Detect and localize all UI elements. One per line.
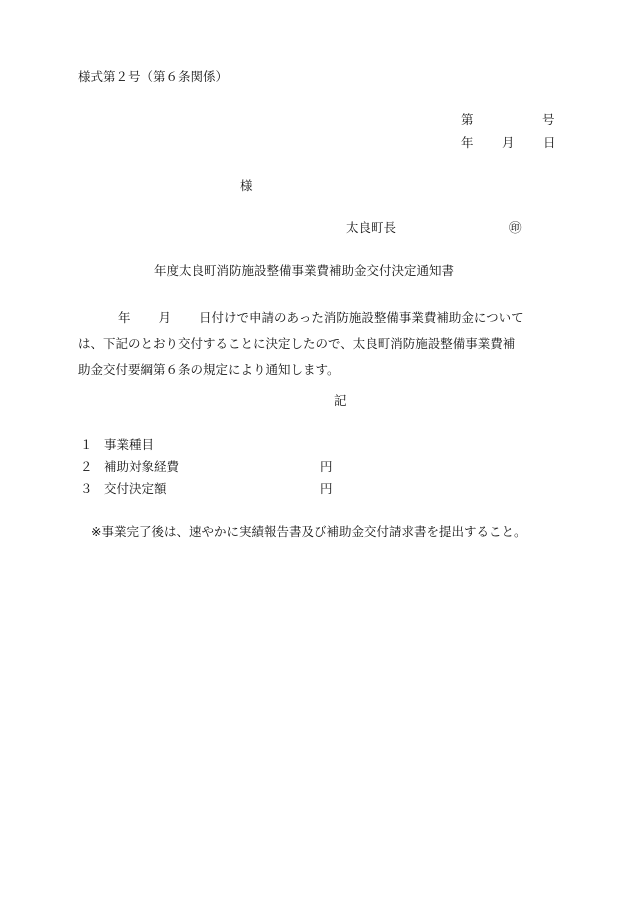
reference-no-suffix: 号 — [542, 112, 555, 127]
body-line-3: 助金交付要綱第６条の規定により通知します。 — [78, 362, 340, 377]
note-text: ※事業完了後は、速やかに実績報告書及び補助金交付請求書を提出すること。 — [91, 524, 527, 539]
body-paragraph — [78, 305, 558, 383]
item-label: 補助対象経費 — [104, 459, 180, 474]
item-label: 事業種目 — [104, 437, 155, 452]
body-line-1 — [78, 305, 558, 331]
body-year: 年 — [118, 310, 131, 325]
date-day: 日 — [543, 135, 556, 150]
date-year: 年 — [461, 135, 474, 150]
date-month: 月 — [502, 135, 515, 150]
item-number: ２ — [80, 459, 93, 474]
item-number: ３ — [80, 481, 93, 496]
body-line-1-rest: 日付けで申請のあった消防施設整備事業費補助金について — [199, 310, 524, 325]
form-label: 様式第２号（第６条関係） — [78, 69, 229, 84]
document-title: 年度太良町消防施設整備事業費補助金交付決定通知書 — [154, 263, 455, 278]
sender-title: 太良町長 — [346, 220, 397, 235]
reference-no-prefix: 第 — [461, 112, 474, 127]
body-line-2: は、下記のとおり交付することに決定したので、太良町消防施設整備事業費補 — [78, 336, 516, 351]
seal-mark: ㊞ — [509, 220, 522, 235]
item-number: １ — [80, 437, 93, 452]
ki-heading: 記 — [334, 393, 347, 408]
item-unit: 円 — [320, 481, 333, 496]
body-month: 月 — [158, 310, 172, 325]
recipient-suffix: 様 — [240, 178, 253, 193]
item-label: 交付決定額 — [104, 481, 167, 496]
item-unit: 円 — [320, 459, 333, 474]
